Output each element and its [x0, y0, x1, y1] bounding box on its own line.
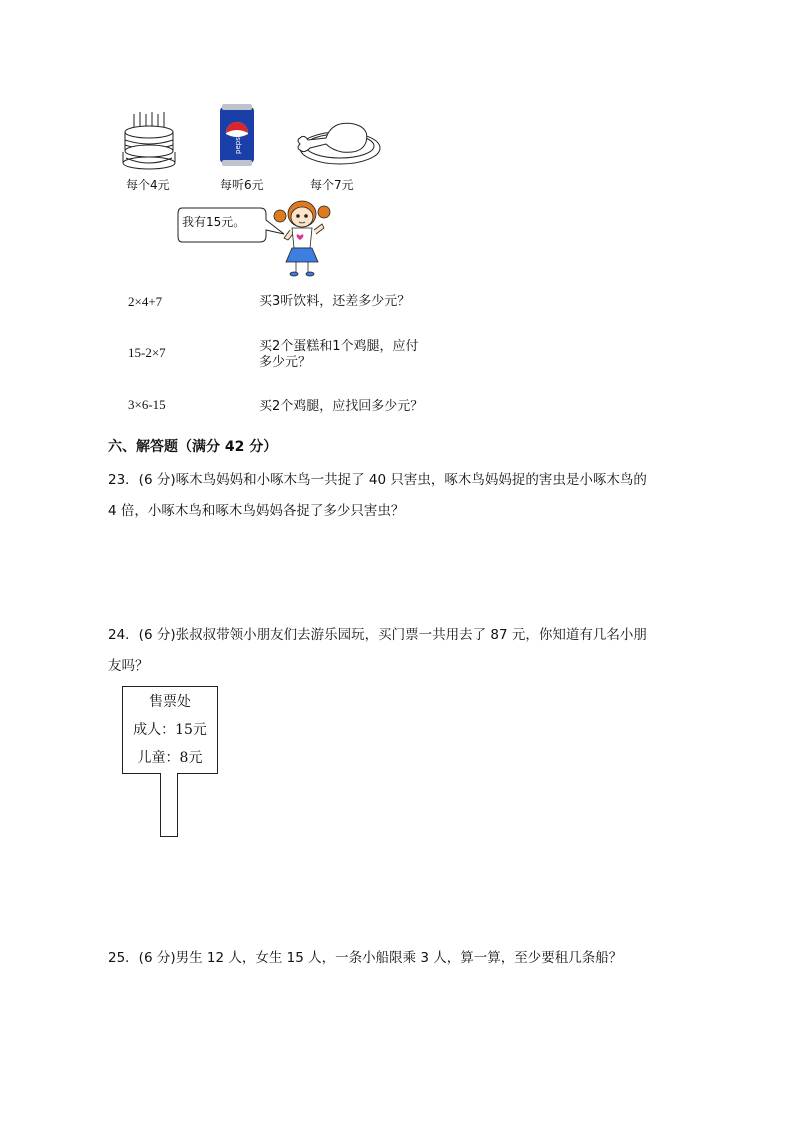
problem-24-line1: 24．(6 分)张叔叔带领小朋友们去游乐园玩，买门票一共用去了 87 元，你知道有几名小朋 [108, 627, 647, 643]
problem-23-line2: 4 倍，小啄木鸟和啄木鸟妈妈各捉了多少只害虫？ [108, 503, 405, 519]
speech-text: 我有15元。 [182, 215, 246, 229]
soda-can-icon [218, 103, 256, 167]
chicken-leg-icon [292, 118, 382, 166]
section-title: 六、解答题（满分 42 分） [108, 439, 278, 455]
question-1: 买3听饮料，还差多少元？ [259, 294, 411, 309]
ticket-sign [122, 686, 218, 774]
can-text: pepsi [234, 135, 242, 154]
cake-price: 每个4元 [126, 178, 170, 192]
question-2: 买2个蛋糕和1个鸡腿，应付多少元？ [259, 339, 419, 370]
problem-25-line1: 25．(6 分)男生 12 人，女生 15 人，一条小船限乘 3 人，算一算，至少要租几条船？ [108, 950, 623, 966]
problem-24-line2: 友吗？ [108, 658, 149, 674]
ticket-sign-title: 售票处 [149, 694, 191, 710]
soda-price: 每听6元 [220, 178, 264, 192]
ticket-sign-adult: 成人：15元 [133, 722, 207, 738]
expression-2: 15-2×7 [128, 345, 166, 360]
cake-icon [120, 110, 180, 172]
problem-23-line1: 23．(6 分)啄木鸟妈妈和小啄木鸟一共捉了 40 只害虫，啄木鸟妈妈捉的害虫是小啄木鸟的 [108, 472, 647, 488]
ticket-sign-post [160, 773, 178, 837]
ticket-sign-child: 儿童：8元 [137, 750, 203, 766]
expression-3: 3×6-15 [128, 397, 166, 412]
question-3: 买2个鸡腿，应找回多少元？ [259, 399, 424, 414]
expression-1: 2×4+7 [128, 294, 163, 309]
chicken-price: 每个7元 [310, 178, 354, 192]
girl-icon [272, 198, 332, 280]
